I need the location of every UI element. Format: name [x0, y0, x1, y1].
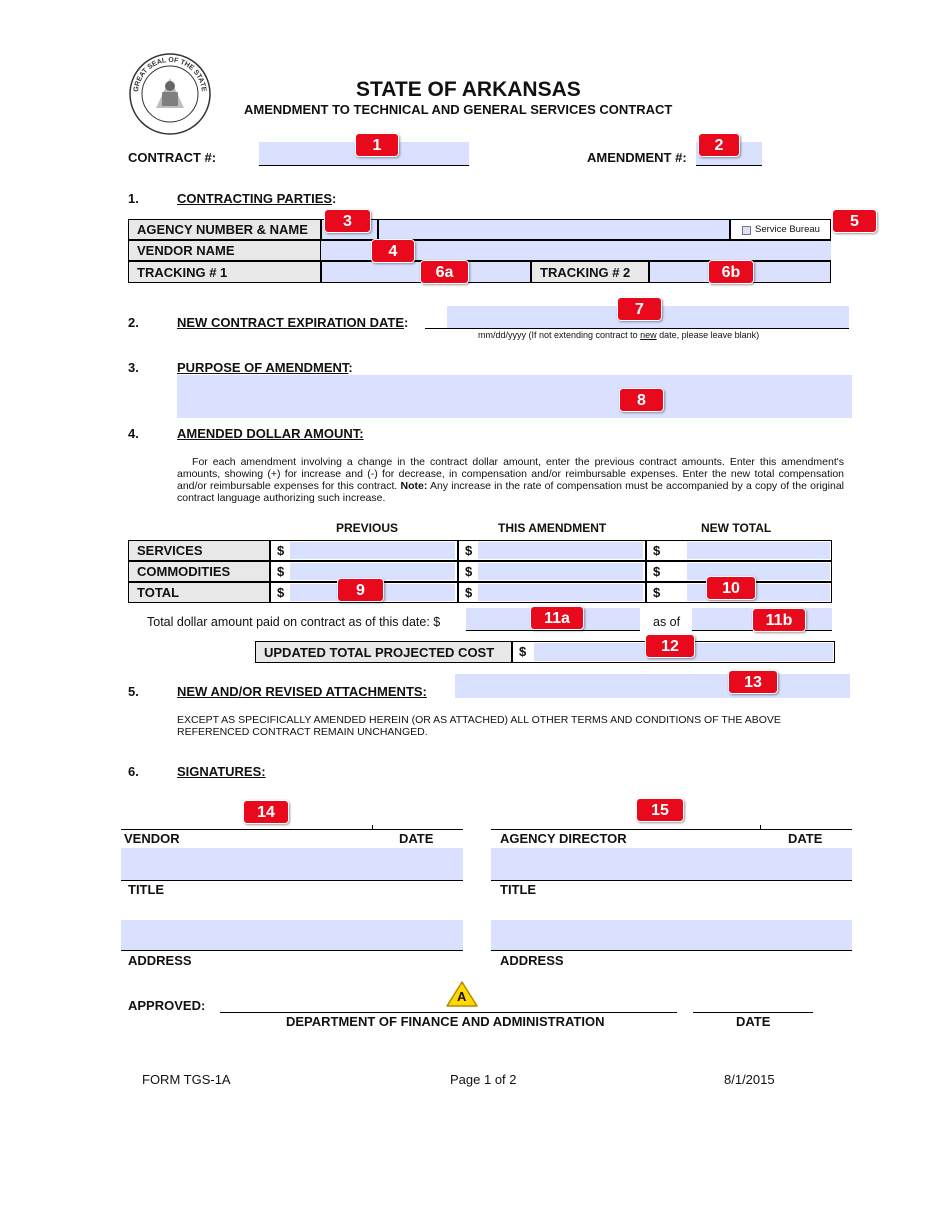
currency-symbol: $ — [465, 564, 473, 579]
commodities-this-amendment-input[interactable] — [478, 563, 643, 580]
callout-badge: 11b — [752, 608, 806, 632]
section-6-number: 6. — [128, 764, 139, 779]
currency-symbol: $ — [519, 644, 527, 659]
section-2-number: 2. — [128, 315, 139, 330]
dept-finance-label: DEPARTMENT OF FINANCE AND ADMINISTRATION — [286, 1014, 605, 1029]
currency-symbol: $ — [465, 543, 473, 558]
expiration-date-hint: mm/dd/yyyy (If not extending contract to new date, please leave blank) — [478, 330, 760, 340]
agency-director-title-label: TITLE — [500, 882, 537, 897]
section-1-heading: CONTRACTING PARTIES: — [177, 191, 337, 206]
section-1-number: 1. — [128, 191, 139, 206]
service-bureau-label: Service Bureau — [755, 224, 820, 235]
projected-cost-label-cell: UPDATED TOTAL PROJECTED COST — [255, 641, 512, 663]
svg-text:GREAT SEAL OF THE STATE OF ARK: GREAT SEAL OF THE STATE — [133, 56, 207, 93]
footer-page-number: Page 1 of 2 — [450, 1072, 517, 1087]
total-this-amendment-input[interactable] — [478, 584, 643, 601]
currency-symbol: $ — [653, 585, 661, 600]
row-services-label: SERVICES — [128, 540, 270, 561]
callout-badge: 6b — [708, 260, 754, 284]
callout-badge: 13 — [728, 670, 778, 694]
attachments-input[interactable] — [455, 674, 850, 698]
vendor-title-label: TITLE — [128, 882, 165, 897]
currency-symbol: $ — [277, 585, 285, 600]
tracking2-label-cell: TRACKING # 2 — [531, 261, 649, 283]
section-4-heading: AMENDED DOLLAR AMOUNT: — [177, 426, 364, 441]
currency-symbol: $ — [277, 564, 285, 579]
section-4-number: 4. — [128, 426, 139, 441]
agency-name-input[interactable] — [378, 219, 730, 240]
approval-date-line[interactable] — [693, 1012, 813, 1013]
currency-symbol: $ — [653, 564, 661, 579]
col-this-amendment-header: THIS AMENDMENT — [498, 521, 607, 535]
vendor-address-label: ADDRESS — [128, 953, 192, 968]
callout-badge: 9 — [337, 578, 384, 602]
section-5-text: EXCEPT AS SPECIFICALLY AMENDED HEREIN (OR AS ATTACHED) ALL OTHER TERMS AND CONDITIONS OF THE ABOVE REFERENCED CONTRACT REMAIN UNCHANGED. — [177, 714, 781, 738]
vendor-signature-input[interactable] — [121, 805, 463, 829]
page-title: STATE OF ARKANSAS — [356, 78, 581, 101]
callout-badge: 14 — [243, 800, 289, 824]
callout-badge: 12 — [645, 634, 695, 658]
purpose-of-amendment-input[interactable] — [177, 375, 852, 418]
state-seal — [128, 52, 212, 136]
services-previous-input[interactable] — [290, 542, 455, 559]
approved-label: APPROVED: — [128, 998, 206, 1013]
section-5-number: 5. — [128, 684, 139, 699]
callout-badge: 2 — [698, 133, 740, 157]
callout-badge: 15 — [636, 798, 684, 822]
section-2-heading: NEW CONTRACT EXPIRATION DATE: — [177, 315, 409, 330]
agency-director-address-label: ADDRESS — [500, 953, 564, 968]
tracking1-label-cell: TRACKING # 1 — [128, 261, 321, 283]
callout-badge: 6a — [420, 260, 469, 284]
service-bureau-checkbox[interactable] — [742, 226, 751, 235]
col-previous-header: PREVIOUS — [336, 521, 399, 535]
callout-badge: 10 — [706, 576, 756, 600]
agency-director-date-label: DATE — [788, 831, 823, 846]
vendor-date-label: DATE — [399, 831, 434, 846]
vendor-label: VENDOR — [124, 831, 180, 846]
vendor-address-input[interactable] — [121, 920, 463, 950]
approval-date-label: DATE — [736, 1014, 771, 1029]
callout-badge: 11a — [530, 606, 584, 630]
warning-icon: A — [445, 980, 479, 1008]
footer-form-id: FORM TGS-1A — [142, 1072, 231, 1087]
approval-signature-line[interactable] — [220, 1012, 677, 1013]
currency-symbol: $ — [277, 543, 285, 558]
row-total-label: TOTAL — [128, 582, 270, 603]
amendment-number-label: AMENDMENT #: — [587, 150, 687, 165]
agency-label-cell: AGENCY NUMBER & NAME — [128, 219, 321, 240]
agency-director-title-input[interactable] — [491, 848, 852, 880]
services-this-amendment-input[interactable] — [478, 542, 643, 559]
section-6-heading: SIGNATURES: — [177, 764, 266, 779]
callout-badge: 4 — [371, 239, 415, 263]
vendor-label-cell: VENDOR NAME — [128, 240, 321, 261]
section-5-heading: NEW AND/OR REVISED ATTACHMENTS: — [177, 684, 427, 699]
currency-symbol: $ — [653, 543, 661, 558]
callout-badge: 8 — [619, 388, 664, 412]
as-of-label: as of — [653, 615, 681, 629]
service-bureau-checkbox-cell — [730, 219, 831, 240]
page-subtitle: AMENDMENT TO TECHNICAL AND GENERAL SERVICES CONTRACT — [244, 102, 673, 117]
currency-symbol: $ — [465, 585, 473, 600]
section-3-number: 3. — [128, 360, 139, 375]
section-3-heading: PURPOSE OF AMENDMENT: — [177, 360, 353, 375]
paid-to-date-label: Total dollar amount paid on contract as of this date: $ — [147, 615, 441, 629]
agency-director-label: AGENCY DIRECTOR — [500, 831, 627, 846]
vendor-title-input[interactable] — [121, 848, 463, 880]
callout-badge: 7 — [617, 297, 662, 321]
callout-badge: 1 — [355, 133, 399, 157]
footer-date: 8/1/2015 — [724, 1072, 775, 1087]
section-4-instructions: For each amendment involving a change in the contract dollar amount, enter the previous contract amounts. Enter this amendment's amounts, showing (+) for increase and (-) for decrease, in compensation and/or reimbursable expenses. Enter the new total compensation and/or reimbursable expenses for this contract. Note: Any increase in the rate of compensation must be accompanied by a copy of the original contract language authorizing such increase. — [177, 456, 844, 504]
callout-badge: 5 — [832, 209, 877, 233]
callout-badge: 3 — [324, 209, 371, 233]
contract-number-label: CONTRACT #: — [128, 150, 217, 165]
services-new-total-input[interactable] — [687, 542, 830, 559]
row-commodities-label: COMMODITIES — [128, 561, 270, 582]
agency-director-address-input[interactable] — [491, 920, 852, 950]
col-new-total-header: NEW TOTAL — [701, 521, 772, 535]
